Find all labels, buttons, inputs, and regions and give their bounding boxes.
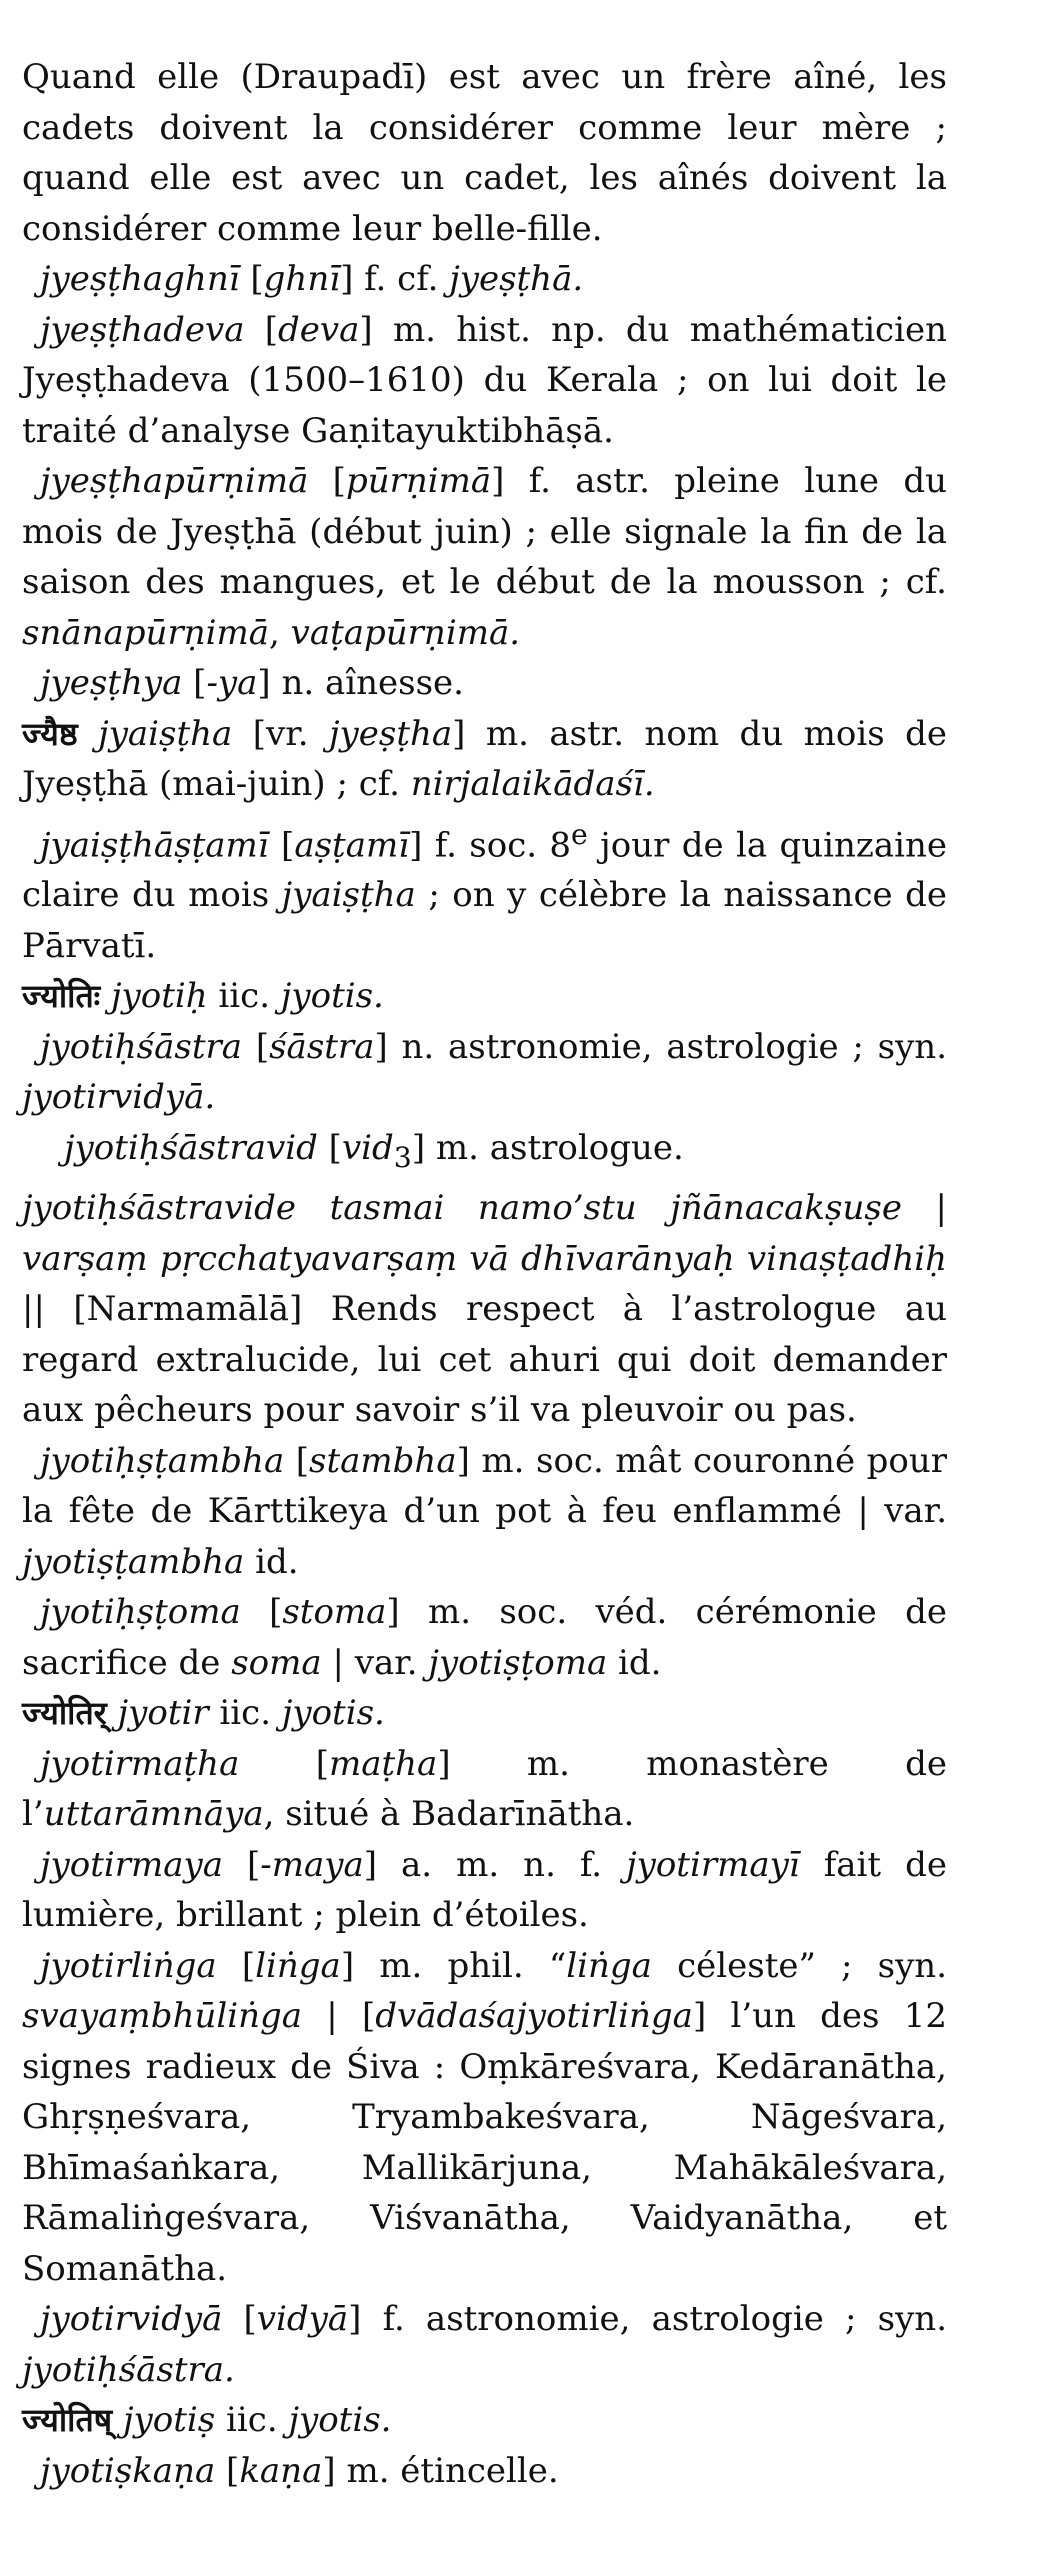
entry-italic-text: stambha — [309, 1440, 457, 1481]
entry-italic-text: -maya — [260, 1844, 364, 1885]
dictionary-entry — [22, 1739, 947, 1840]
entry-text: [ — [268, 824, 295, 865]
entry-subscript: 3 — [393, 1140, 412, 1174]
entry-text: ] a. m. n. f. — [363, 1844, 627, 1885]
entry-italic-text: jyotiḥśāstra. — [22, 2349, 235, 2390]
entry-italic-text: jyotiḥ — [110, 976, 208, 1017]
entry-text: [Narmamālā] Rends respect à l’astrologue au regard extralucide, lui cet ahuri qui doit demander aux pêcheurs pour savoir s’il va pleuvoir ou pas. — [22, 1289, 947, 1431]
entry-text: [ — [216, 1945, 256, 1986]
dictionary-entry — [22, 810, 947, 972]
entry-text: ] m. étincelle. — [322, 2450, 559, 2491]
entry-text: [ — [242, 1026, 270, 1067]
entry-italic-text: jyotiḥśāstra — [40, 1026, 243, 1067]
entry-italic-text: snānapūrṇimā — [22, 612, 269, 653]
entry-italic-text: śāstra — [269, 1026, 375, 1067]
entry-text: iic. — [215, 2400, 289, 2441]
dictionary-entry — [22, 1688, 947, 1739]
entry-text: céleste” ; syn. — [651, 1945, 947, 1986]
entry-text: id. — [244, 1541, 299, 1582]
dictionary-entry — [22, 971, 947, 1022]
entry-text — [78, 714, 98, 754]
entry-italic-text: jyotirmaya — [40, 1844, 223, 1885]
entry-italic-text: jyotis. — [280, 976, 384, 1017]
dictionary-entry — [22, 305, 947, 457]
entry-italic-text: maṭha — [328, 1743, 438, 1784]
entry-text: Quand elle (Draupadī) est avec un frère aîné, les cadets doivent la considérer comme leur mère ; quand elle est avec un cadet, les aînés doivent la considérer comme leur belle-fille. — [22, 57, 947, 249]
entry-text: iic. — [208, 1693, 282, 1734]
dictionary-entry — [22, 1587, 947, 1688]
entry-italic-text: vidyā — [256, 2299, 349, 2340]
entry-text: [ — [215, 2450, 240, 2491]
entry-text — [112, 2400, 123, 2440]
entry-italic-text: jyeṣṭhā. — [449, 259, 584, 299]
entry-italic-text: jyeṣṭha — [329, 713, 453, 754]
entry-italic-text: liṅga — [566, 1945, 652, 1986]
entry-text: ] m. monastère de l’ — [22, 1743, 947, 1835]
dictionary-entry — [22, 2395, 947, 2446]
entry-text: ] m. soc. véd. cérémonie de sacrifice de — [22, 1592, 947, 1683]
entry-italic-text: ghnī — [263, 259, 341, 299]
entry-italic-text: deva — [278, 309, 360, 350]
entry-text — [100, 976, 111, 1016]
entry-text: [ — [239, 259, 264, 299]
entry-text: | [ — [302, 1996, 376, 2037]
entry-italic-text: jyotiḥśāstravide tasmai namo’stu jñānacakṣuṣe | varṣaṃ pṛcchatyavarṣaṃ vā dhīvarānyaḥ vinaṣṭadhiḥ || — [22, 1188, 947, 1330]
entry-italic-text: jyeṣṭhapūrṇimā — [40, 461, 309, 501]
entry-italic-text: dvādaśajyotirliṅga — [375, 1996, 693, 2037]
entry-italic-text: soma — [231, 1642, 322, 1683]
entry-text: ] m. astrologue. — [411, 1127, 684, 1168]
entry-italic-text: jyotirmaṭha — [40, 1743, 240, 1784]
entry-italic-text: jyotiṣ — [123, 2400, 216, 2441]
entry-italic-text: jyaiṣṭha — [281, 875, 416, 916]
entry-text: ] f. soc. 8 — [409, 824, 572, 865]
entry-italic-text: vaṭapūrṇimā. — [290, 612, 521, 653]
entry-text: [ — [182, 663, 207, 703]
dictionary-entry — [22, 456, 947, 658]
entry-italic-text: aṣṭamī — [294, 824, 410, 865]
entry-italic-text: jyotis. — [288, 2400, 392, 2441]
entry-text: ] l’un des 12 signes radieux de Śiva : Oṃkāreśvara, Kedāranātha, Ghṛṣṇeśvara, Tryambakeśvara, Nāgeśvara, Bhīmaśaṅkara, Mallikārjuna, Mahākāleśvara, Rāmaliṅgeśvara, Viśvanātha, Vaidyanātha, et Somanātha. — [22, 1996, 947, 2289]
entry-text: ] n. astronomie, astrologie ; syn. — [374, 1026, 947, 1067]
entry-text: ; on y célèbre la naissance de Pārvatī. — [22, 875, 948, 966]
dictionary-entry — [22, 1436, 947, 1588]
dictionary-entry — [22, 1183, 947, 1436]
entry-italic-text: stoma — [282, 1592, 387, 1633]
entry-italic-text: kaṇa — [239, 2450, 323, 2491]
entry-italic-text: jyotiṣṭambha — [22, 1541, 245, 1582]
entry-italic-text: jyotiḥṣṭoma — [40, 1592, 241, 1633]
dictionary-entry — [22, 1022, 947, 1123]
entry-text: iic. — [207, 976, 281, 1017]
entry-italic-text: jyeṣṭhadeva — [40, 309, 245, 350]
dictionary-entry — [22, 1840, 947, 1941]
entry-text: id. — [607, 1642, 662, 1683]
entry-text: ] f. astronomie, astrologie ; syn. — [348, 2299, 947, 2340]
entry-italic-text: jyotiṣkaṇa — [40, 2450, 216, 2491]
entry-text: ] m. soc. mât couronné pour la fête de Kārttikeya d’un pot à feu enflammé | var. — [22, 1440, 947, 1532]
entry-italic-text: jyotiṣṭoma — [428, 1642, 608, 1683]
dictionary-entry — [22, 52, 947, 254]
entry-text: [vr. — [232, 713, 330, 754]
entry-text: [ — [240, 1592, 283, 1633]
dictionary-entry — [22, 2294, 947, 2395]
entry-text: [ — [223, 1844, 261, 1885]
dictionary-entry — [22, 1123, 947, 1183]
entry-text: ] f. cf. — [340, 259, 450, 299]
entry-text: ] n. aînesse. — [257, 663, 464, 703]
devanagari-headword: ज्यैष्ठ — [22, 714, 78, 753]
entry-italic-text: jyotirliṅga — [40, 1945, 217, 1986]
entry-text: ] m. phil. “ — [340, 1945, 567, 1986]
entry-italic-text: jyaiṣṭha — [98, 713, 233, 754]
entry-text: [ — [222, 2299, 257, 2340]
entry-italic-text: jyeṣṭhaghnī — [40, 259, 240, 299]
entry-italic-text: jyotiḥśāstravid — [64, 1127, 318, 1168]
entry-italic-text: jyotirmayī — [626, 1844, 800, 1885]
entry-text: [ — [244, 309, 279, 350]
entry-italic-text: jyotis. — [281, 1693, 385, 1734]
entry-text: jour de la quinzaine claire du mois — [22, 824, 947, 916]
dictionary-entry — [22, 658, 947, 709]
entry-italic-text: -ya — [206, 663, 258, 703]
entry-text: , — [268, 612, 291, 653]
entry-text: ] m. astr. nom du mois de Jyeṣṭhā (mai-juin) ; cf. — [22, 713, 947, 804]
entry-italic-text: vid — [341, 1127, 394, 1168]
entry-italic-text: uttarāmnāya — [43, 1794, 264, 1835]
entry-text: , situé à Badarīnātha. — [263, 1794, 635, 1835]
dictionary-entry — [22, 254, 947, 305]
dictionary-entry — [22, 709, 947, 810]
dictionary-entry — [22, 2446, 947, 2497]
entry-italic-text: pūrṇimā — [345, 461, 492, 501]
entry-italic-text: jyotir — [117, 1693, 209, 1734]
entry-italic-text: jyotirvidyā. — [22, 1077, 216, 1118]
entry-text: [ — [239, 1743, 329, 1784]
entry-text — [107, 1693, 118, 1733]
entry-text: [ — [284, 1440, 310, 1481]
entry-italic-text: svayaṃbhūliṅga — [22, 1996, 303, 2037]
entry-superscript: e — [571, 817, 588, 851]
entry-text: [ — [317, 1127, 342, 1168]
entry-text: [ — [308, 461, 346, 501]
devanagari-headword: ज्योतिष् — [22, 2401, 113, 2440]
dictionary-entry — [22, 1941, 947, 2295]
entry-text: ] m. hist. np. du mathématicien Jyeṣṭhadeva (1500–1610) du Kerala ; on lui doit le traité d’analyse Gaṇitayuktibhāṣā. — [22, 309, 947, 451]
entry-text: ] f. astr. pleine lune du mois de Jyeṣṭhā (début juin) ; elle signale la fin de la saison des mangues, et le début de la mousson ; cf. — [22, 461, 948, 602]
entry-text: | var. — [321, 1642, 429, 1683]
devanagari-headword: ज्योतिर् — [22, 1694, 107, 1733]
entry-italic-text: liṅga — [255, 1945, 341, 1986]
entry-italic-text: jyotirvidyā — [40, 2299, 223, 2340]
devanagari-headword: ज्योतिः — [22, 977, 101, 1016]
entry-italic-text: nirjalaikādaśī. — [410, 764, 655, 804]
entry-italic-text: jyaiṣṭhāṣṭamī — [40, 824, 269, 865]
entry-italic-text: jyeṣṭhya — [40, 663, 183, 703]
entry-text: fait de lumière, brillant ; plein d’étoiles. — [22, 1844, 947, 1936]
entry-italic-text: jyotiḥṣṭambha — [40, 1440, 285, 1481]
